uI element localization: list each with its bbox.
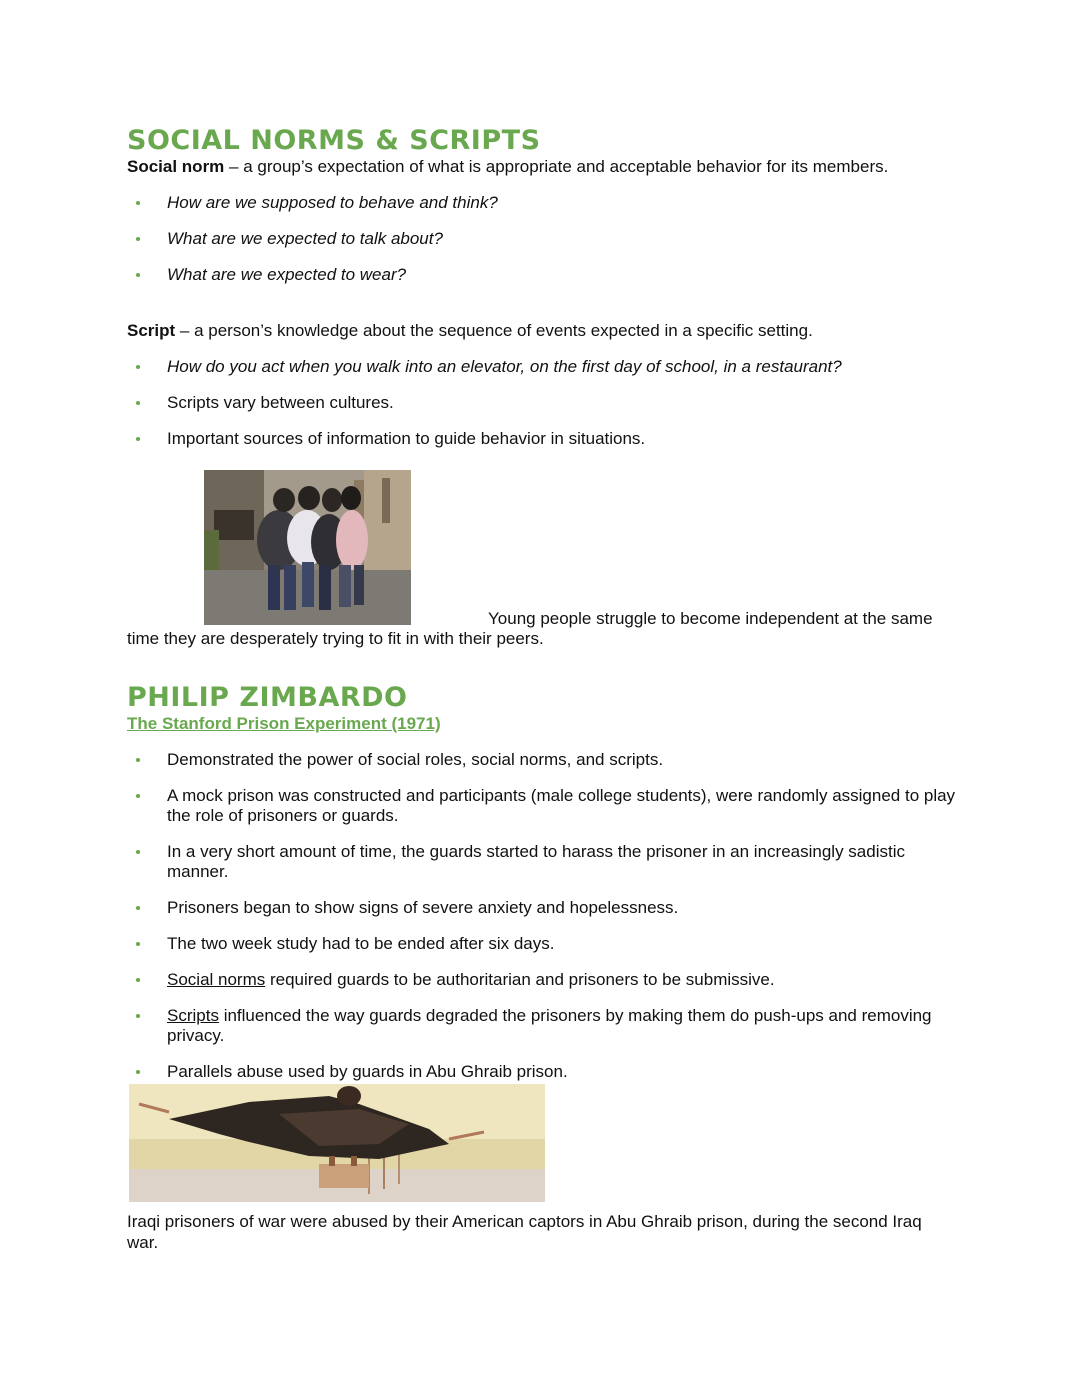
list-item: [127, 265, 957, 285]
script-def-text: – a person’s knowledge about the sequence of events expected in a specific setting.: [175, 321, 813, 340]
list-item-text: Parallels abuse used by guards in Abu Ghraib prison.: [167, 1062, 568, 1081]
list-item: [127, 393, 957, 413]
list-item: [127, 898, 957, 918]
bullet-icon: [136, 237, 140, 241]
list-item: [127, 750, 957, 770]
list-item: [127, 934, 957, 954]
list-item: [127, 786, 957, 826]
list-item-text: Demonstrated the power of social roles, social norms, and scripts.: [167, 750, 664, 769]
bullet-icon: [136, 1070, 140, 1074]
social-norm-definition: [127, 156, 957, 178]
list-item-text: Prisoners began to show signs of severe anxiety and hopelessness.: [167, 898, 679, 917]
social-norm-def-text: – a group’s expectation of what is appropriate and acceptable behavior for its members.: [224, 157, 889, 176]
section-title-zimbardo: PHILIP ZIMBARDO: [127, 682, 408, 713]
list-item-text: How do you act when you walk into an elevator, on the first day of school, in a restaurant?: [167, 357, 842, 376]
script-definition: [127, 320, 957, 342]
script-list: [127, 357, 957, 449]
photo-caption-abu-ghraib: Iraqi prisoners of war were abused by their American captors in Abu Ghraib prison, during the second Iraq war.: [127, 1212, 922, 1252]
list-item-text: required guards to be authoritarian and prisoners to be submissive.: [265, 970, 775, 989]
list-item: [127, 842, 957, 882]
list-item-text: Important sources of information to guide behavior in situations.: [167, 429, 646, 448]
bullet-icon: [136, 794, 140, 798]
list-item-text: Scripts vary between cultures.: [167, 393, 394, 412]
list-item-text: How are we supposed to behave and think?: [167, 193, 498, 212]
list-item-text: In a very short amount of time, the guards started to harass the prisoner in an increasingly sadistic manner.: [167, 842, 905, 881]
list-item: [127, 1062, 957, 1082]
bullet-icon: [136, 850, 140, 854]
bullet-icon: [136, 1014, 140, 1018]
list-item-text: A mock prison was constructed and participants (male college students), were randomly assigned to play the role of prisoners or guards.: [167, 786, 956, 825]
list-item-text: What are we expected to talk about?: [167, 229, 443, 248]
list-item: [127, 229, 957, 249]
bullet-icon: [136, 978, 140, 982]
bullet-icon: [136, 906, 140, 910]
photo-caption-teens-line2: time they are desperately trying to fit in with their peers.: [127, 629, 544, 648]
photo-group-of-teens: [204, 470, 411, 625]
scripts-term: Scripts: [167, 1006, 219, 1025]
script-term: Script: [127, 321, 176, 340]
bullet-icon: [136, 942, 140, 946]
photo-caption-teens-line1: Young people struggle to become independent at the same: [488, 609, 933, 628]
list-item: [127, 429, 957, 449]
section-title-social-norms: SOCIAL NORMS & SCRIPTS: [127, 125, 541, 156]
photo-group-of-teens-image: [204, 470, 411, 625]
list-item-text: The two week study had to be ended after six days.: [167, 934, 555, 953]
list-item-text: influenced the way guards degraded the prisoners by making them do push-ups and removing privacy.: [167, 1006, 932, 1045]
list-item: [127, 970, 957, 990]
social-norm-term: Social norm: [127, 157, 225, 176]
photo-abu-ghraib-prisoner: [129, 1084, 545, 1202]
stanford-experiment-link[interactable]: The Stanford Prison Experiment (1971): [127, 714, 441, 733]
bullet-icon: [136, 758, 140, 762]
zimbardo-list: [127, 750, 957, 1082]
list-item: [127, 357, 957, 377]
bullet-icon: [136, 365, 140, 369]
social-norms-term: Social norms: [167, 970, 266, 989]
bullet-icon: [136, 273, 140, 277]
social-norm-list: [127, 193, 957, 285]
list-item: [127, 193, 957, 213]
bullet-icon: [136, 401, 140, 405]
bullet-icon: [136, 201, 140, 205]
photo-abu-ghraib-prisoner-image: [129, 1084, 545, 1202]
bullet-icon: [136, 437, 140, 441]
list-item-text: What are we expected to wear?: [167, 265, 407, 284]
list-item: [127, 1006, 957, 1046]
